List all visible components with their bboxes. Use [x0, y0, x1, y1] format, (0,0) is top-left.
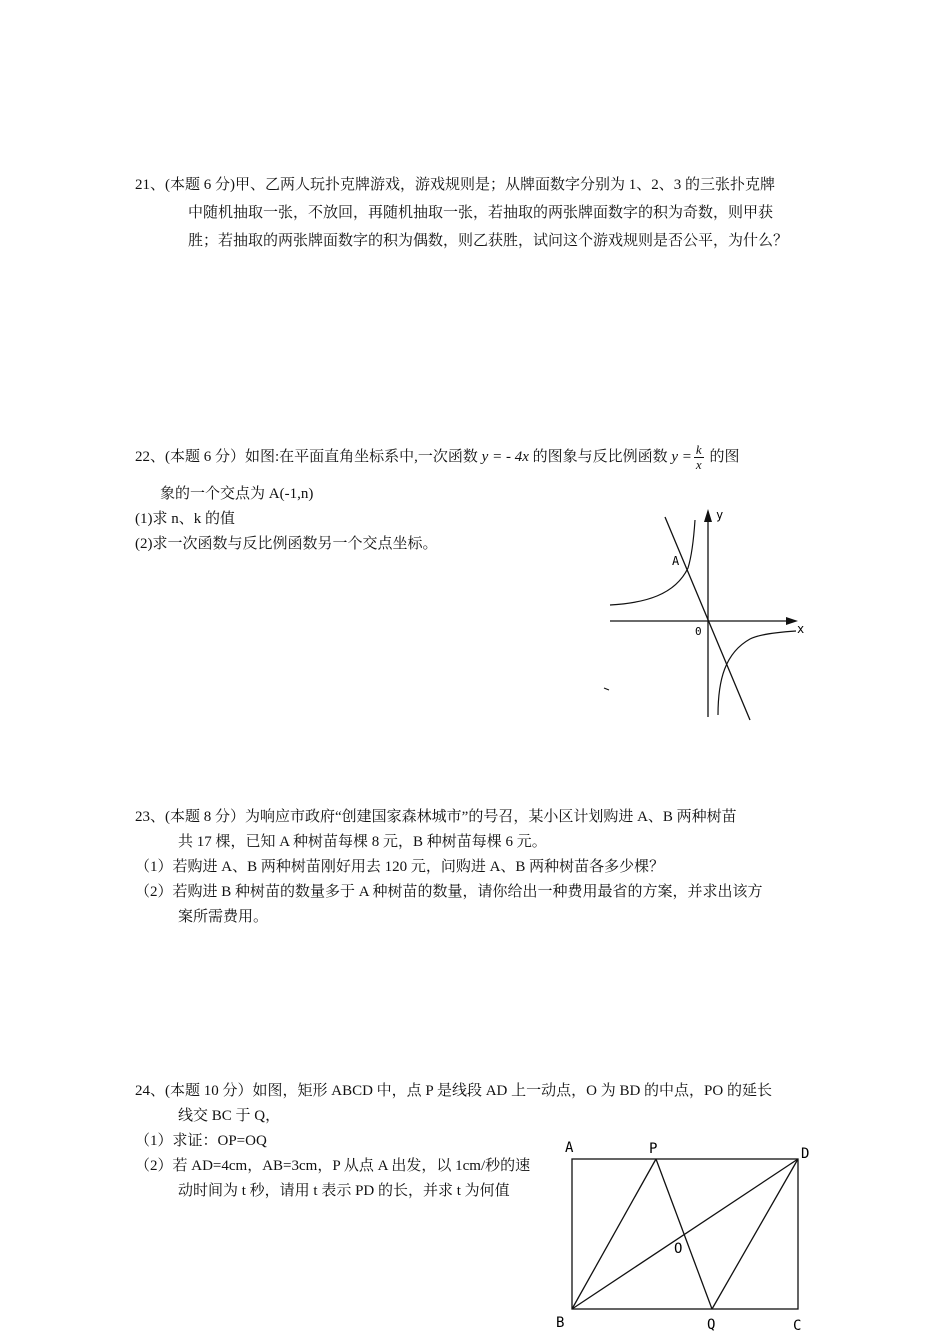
segment-bd — [572, 1159, 798, 1309]
segment-pq — [656, 1159, 712, 1309]
q24-rectangle-figure — [550, 1135, 830, 1340]
q23-part1: （1）若购进 A、B 两种树苗刚好用去 120 元，问购进 A、B 两种树苗各多少棵？ — [135, 859, 665, 875]
q22-part1: (1)求 n、k 的值 — [135, 511, 235, 527]
q22-part2: (2)求一次函数与反比例函数另一个交点坐标。 — [135, 536, 438, 552]
q24-line2: 线交 BC 于 Q， — [178, 1108, 281, 1124]
y-axis-arrow-icon — [704, 509, 712, 522]
q21-line1: 21、(本题 6 分)甲、乙两人玩扑克牌游戏，游戏规则是；从牌面数字分别为 1、2、3 的三张扑克牌 — [135, 177, 775, 193]
q23-line1: 23、(本题 8 分）为响应市政府“创建国家森林城市”的号召，某小区计划购进 A、B 两种树苗 — [135, 809, 737, 825]
q24-line1: 24、(本题 10 分）如图，矩形 ABCD 中，点 P 是线段 AD 上一动点，O 为 BD 的中点，PO 的延长 — [135, 1083, 772, 1099]
q22-inverse-function-lhs: y = — [671, 448, 692, 465]
q22-linear-function: y = - 4x — [481, 448, 529, 465]
q24-part2-continued: 动时间为 t 秒，请用 t 表示 PD 的长，并求 t 为何值 — [178, 1183, 510, 1199]
vertex-b-label: B — [556, 1315, 565, 1331]
vertex-d-label: D — [801, 1146, 810, 1162]
q24-part1: （1）求证：OP=OQ — [135, 1133, 267, 1149]
q22-line1-text-b: 的图象与反比例函数 — [532, 448, 668, 465]
segment-bp — [572, 1159, 656, 1309]
q23-line2: 共 17 棵，已知 A 种树苗每棵 8 元，B 种树苗每棵 6 元。 — [178, 834, 547, 850]
q21-line3: 胜；若抽取的两张牌面数字的积为偶数，则乙获胜，试问这个游戏规则是否公平，为什么？ — [188, 233, 789, 249]
q22-fraction-numerator: k — [695, 442, 702, 457]
point-p-label: P — [649, 1141, 658, 1157]
q24-part2: （2）若 AD=4cm，AB=3cm，P 从点 A 出发，以 1cm/秒的速 — [135, 1158, 531, 1174]
segment-qd — [712, 1159, 798, 1309]
point-a-label: A — [672, 554, 680, 568]
stray-mark — [604, 688, 609, 690]
q22-line1-text-c: 的图 — [709, 448, 740, 465]
hyperbola-branch-left — [610, 520, 695, 605]
q22-line2: 象的一个交点为 A(-1,n) — [160, 486, 314, 502]
q22-line1 — [135, 443, 739, 472]
vertex-a-label: A — [565, 1140, 574, 1156]
point-o-label: O — [674, 1241, 683, 1257]
x-axis-label: x — [797, 622, 805, 636]
q22-inverse-function-fraction — [694, 443, 704, 472]
vertex-c-label: C — [793, 1318, 802, 1334]
q21-line2: 中随机抽取一张，不放回，再随机抽取一张，若抽取的两张牌面数字的积为奇数，则甲获 — [188, 205, 774, 221]
y-axis-label: y — [716, 508, 724, 522]
q22-fraction-denominator: x — [695, 457, 702, 472]
q22-line1-text-a: 22、(本题 6 分）如图:在平面直角坐标系中,一次函数 — [135, 448, 478, 465]
point-q-label: Q — [707, 1317, 716, 1333]
q23-part2: （2）若购进 B 种树苗的数量多于 A 种树苗的数量，请你给出一种费用最省的方案，并求出该方 — [135, 884, 763, 900]
q22-coordinate-figure — [600, 505, 820, 725]
origin-label: 0 — [695, 625, 702, 638]
q23-part2-continued: 案所需费用。 — [178, 909, 269, 925]
